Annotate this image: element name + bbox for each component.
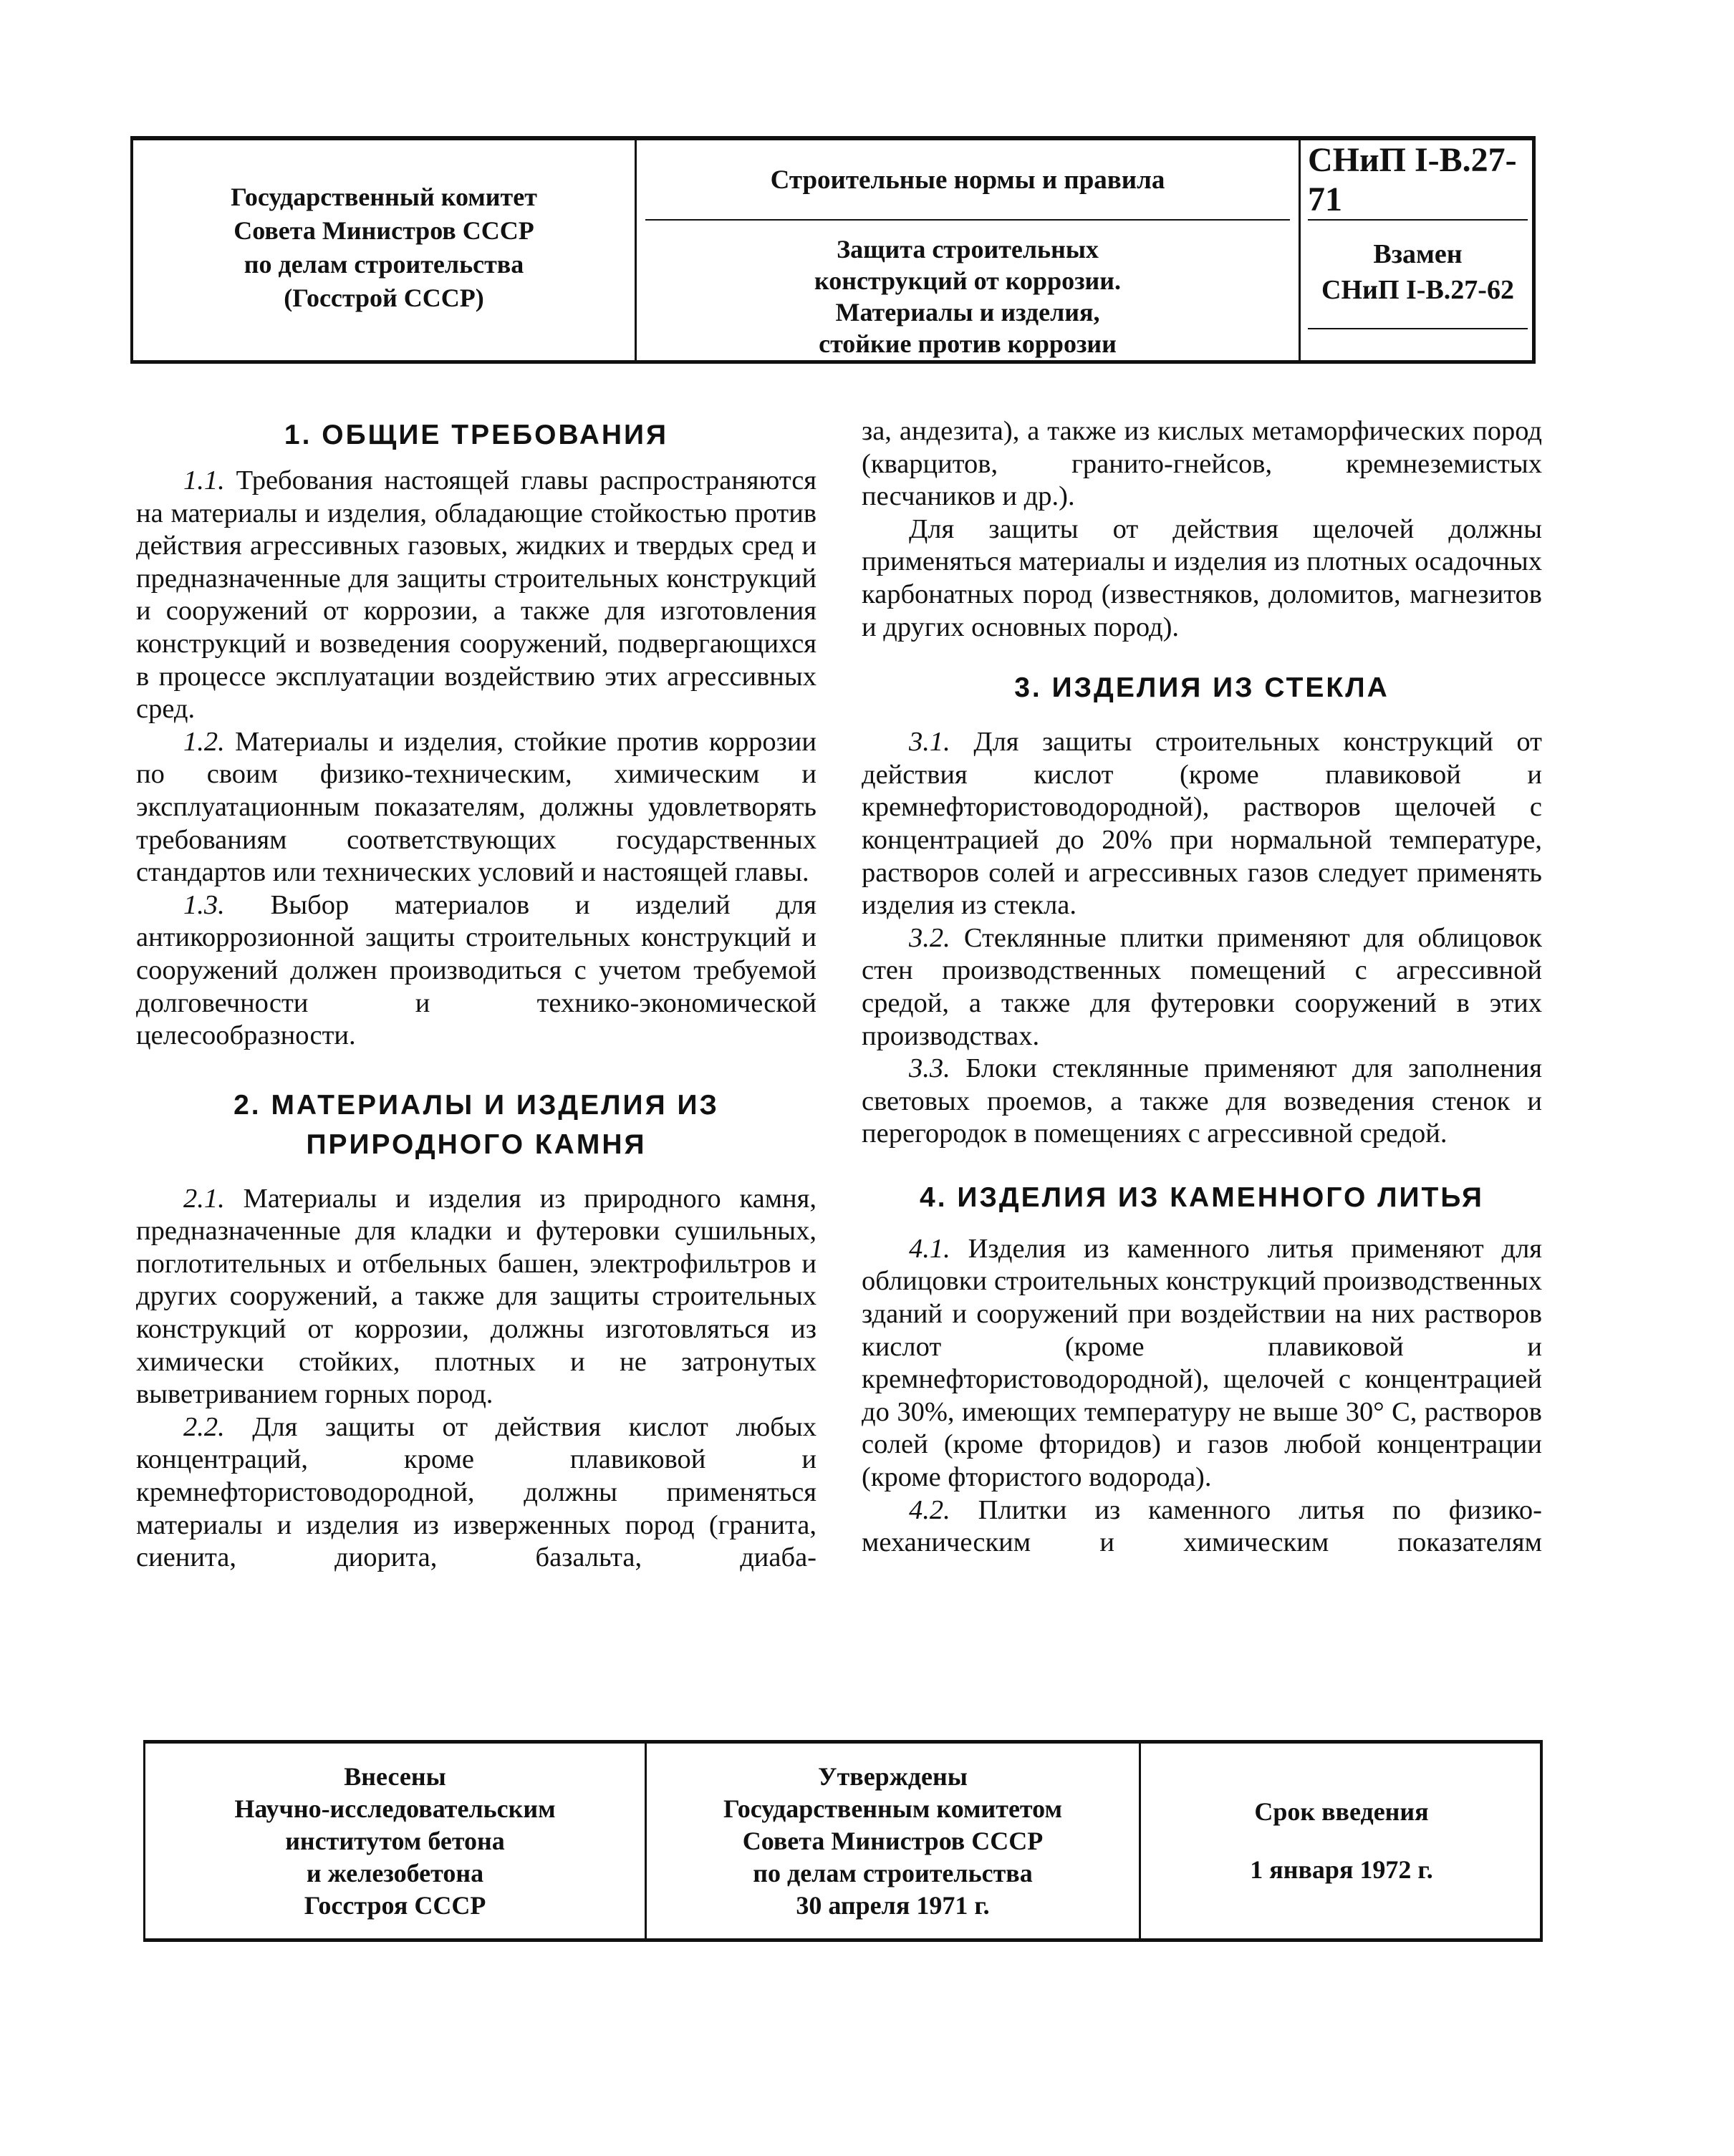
submitted-line: и железобетона [306,1858,484,1887]
replaces-code: СНиП I-В.27-62 [1321,275,1514,305]
title-line: конструкций от коррозии. [814,266,1122,295]
clause-number: 2.1. [183,1183,225,1214]
approved-line: Совета Министров СССР [742,1826,1044,1855]
submitted-line: Внесены [344,1761,446,1791]
document-title [637,221,1299,359]
approved-line: Утверждены [818,1761,968,1791]
paragraph-text: Выбор материалов и изделий для антикоррозионной защиты строительных конструкций и сооружений должен производиться с учетом требуемой долговечности и технико-экономической целесообразности. [136,889,817,1051]
document-code: СНиП I-В.27-71 [1308,140,1528,221]
title-line: Материалы и изделия, [835,298,1100,327]
clause-number: 2.2. [183,1411,225,1442]
paragraph-1-2 [136,726,817,889]
title-line: стойкие против коррозии [819,329,1117,358]
header-table [130,136,1536,364]
replaces-label: Взамен [1373,239,1463,269]
section-heading: 4. ИЗДЕЛИЯ ИЗ КАМЕННОГО ЛИТЬЯ [920,1181,1484,1213]
submitted-cell [145,1744,647,1938]
divider [1308,328,1528,329]
paragraph-text: Блоки стеклянные применяют для заполнения световых проемов, а также для возведения стенок и перегородок в помещениях с агрессивной средой. [862,1053,1542,1149]
clause-number: 3.2. [909,922,950,953]
right-column [862,415,1542,1560]
effective-date: 1 января 1972 г. [1250,1855,1433,1884]
paragraph-text: Стеклянные плитки применяют для облицовок стен производственных помещений с агрессивной средой, а также для футеровки сооружений в этих производствах. [862,922,1543,1051]
clause-number: 3.3. [909,1053,950,1084]
issuer-line: Совета Министров СССР [233,216,534,245]
paragraph-text: Изделия из каменного литья применяют для облицовки строительных конструкций производственных зданий и сооружений при воздействии на них растворов кислот (кроме плавиковой и кремнефтористоводородной), щелочей с концентрацией до 30%, имеющих температуру не выше 30° С, растворов солей (кроме фторидов) и газов любой концентрации (кроме фтористого водорода). [862,1233,1543,1493]
paragraph-2-2-continued: за, андезита), а также из кислых метаморфических пород (кварцитов, гранито-гнейсов, кремнеземистых песчаников и др.). [862,416,1542,512]
section-heading: 2. МАТЕРИАЛЫ И ИЗДЕЛИЯ ИЗ [233,1089,719,1121]
submitted-line: институтом бетона [285,1826,505,1855]
section-heading: 3. ИЗДЕЛИЯ ИЗ СТЕКЛА [1014,672,1389,704]
paragraph-3-2 [862,922,1542,1053]
paragraph-2-1 [136,1183,817,1411]
issuer-line: (Госстрой СССР) [284,283,484,312]
issuer-line: Государственный комитет [231,182,537,211]
clause-number: 4.1. [909,1233,950,1264]
code-cell [1301,140,1535,360]
title-cell [635,140,1301,360]
paragraph-2-3: Для защиты от действия щелочей должны применяться материалы и изделия из плотных осадочных карбонатных пород (известняков, доломитов, магнезитов и других основных пород). [862,513,1542,642]
paragraph-text: Требования настоящей главы распространяются на материалы и изделия, обладающие стойкостью против действия агрессивных газовых, жидких и твердых сред и предназначенные для защиты строительных конструкций и сооружений от коррозии, а также для изготовления конструкций и возведения сооружений, подвергающихся в процессе эксплуатации воздействию этих агрессивных сред. [136,465,817,725]
effective-cell [1141,1744,1542,1938]
submitted-line: Госстроя СССР [304,1890,486,1920]
paragraph-text: Плитки из каменного литья по физико-механическим и химическим показателям [862,1494,1542,1558]
clause-number: 1.1. [183,465,225,496]
clause-number: 1.3. [183,889,225,920]
paragraph-text: Материалы и изделия, стойкие против коррозии по своим физико-техническим, химическим и эксплуатационным показателям, должны удовлетворять требованиям соответствующих государственных стандартов или технических условий и настоящей главы. [136,726,817,888]
paragraph-3-1 [862,726,1542,922]
paragraph-3-3 [862,1053,1542,1151]
paragraph-4-2 [862,1494,1542,1560]
paragraph-text: Для защиты строительных конструкций от действия кислот (кроме плавиковой и кремнефтористоводородной), растворов щелочей с концентрацией до 20% при нормальной температуре, растворов солей и агрессивных газов следует применять изделия из стекла. [862,727,1543,921]
effective-label: Срок введения [1254,1797,1429,1826]
section-heading: 1. ОБЩИЕ ТРЕБОВАНИЯ [284,420,669,450]
paragraph-2-2 [136,1411,817,1575]
approved-line: 30 апреля 1971 г. [796,1890,990,1920]
paragraph-1-3 [136,889,817,1053]
replaces-block [1301,221,1535,308]
series-label: Строительные нормы и правила [645,140,1290,221]
clause-number: 1.2. [183,726,225,757]
left-column [136,415,817,1575]
paragraph-text: Материалы и изделия из природного камня, предназначенные для кладки и футеровки сушильных, поглотительных и отбельных башен, электрофильтров и других сооружений, а также для защиты строительных конструкций от коррозии, должны изготовляться из химически стойких, плотных и не затронутых выветриванием горных пород. [136,1183,817,1410]
footer-table [143,1740,1543,1942]
paragraph-1-1 [136,465,817,726]
paragraph-text: Для защиты от действия кислот любых концентраций, кроме плавиковой и кремнефтористоводородной, должны применяться материалы и изделия из изверженных пород (гранита, сиенита, диорита, базальта, диаба- [136,1411,817,1573]
paragraph-4-1 [862,1233,1542,1494]
submitted-line: Научно-исследовательским [234,1794,556,1823]
title-line: Защита строительных [837,235,1099,264]
issuer-cell [133,140,635,360]
clause-number: 4.2. [909,1494,950,1525]
approved-line: по делам строительства [753,1858,1033,1887]
section-heading: ПРИРОДНОГО КАМНЯ [306,1128,647,1160]
clause-number: 3.1. [909,727,950,758]
approved-line: Государственным комитетом [723,1794,1062,1823]
issuer-line: по делам строительства [244,249,524,279]
approved-cell [647,1744,1141,1938]
